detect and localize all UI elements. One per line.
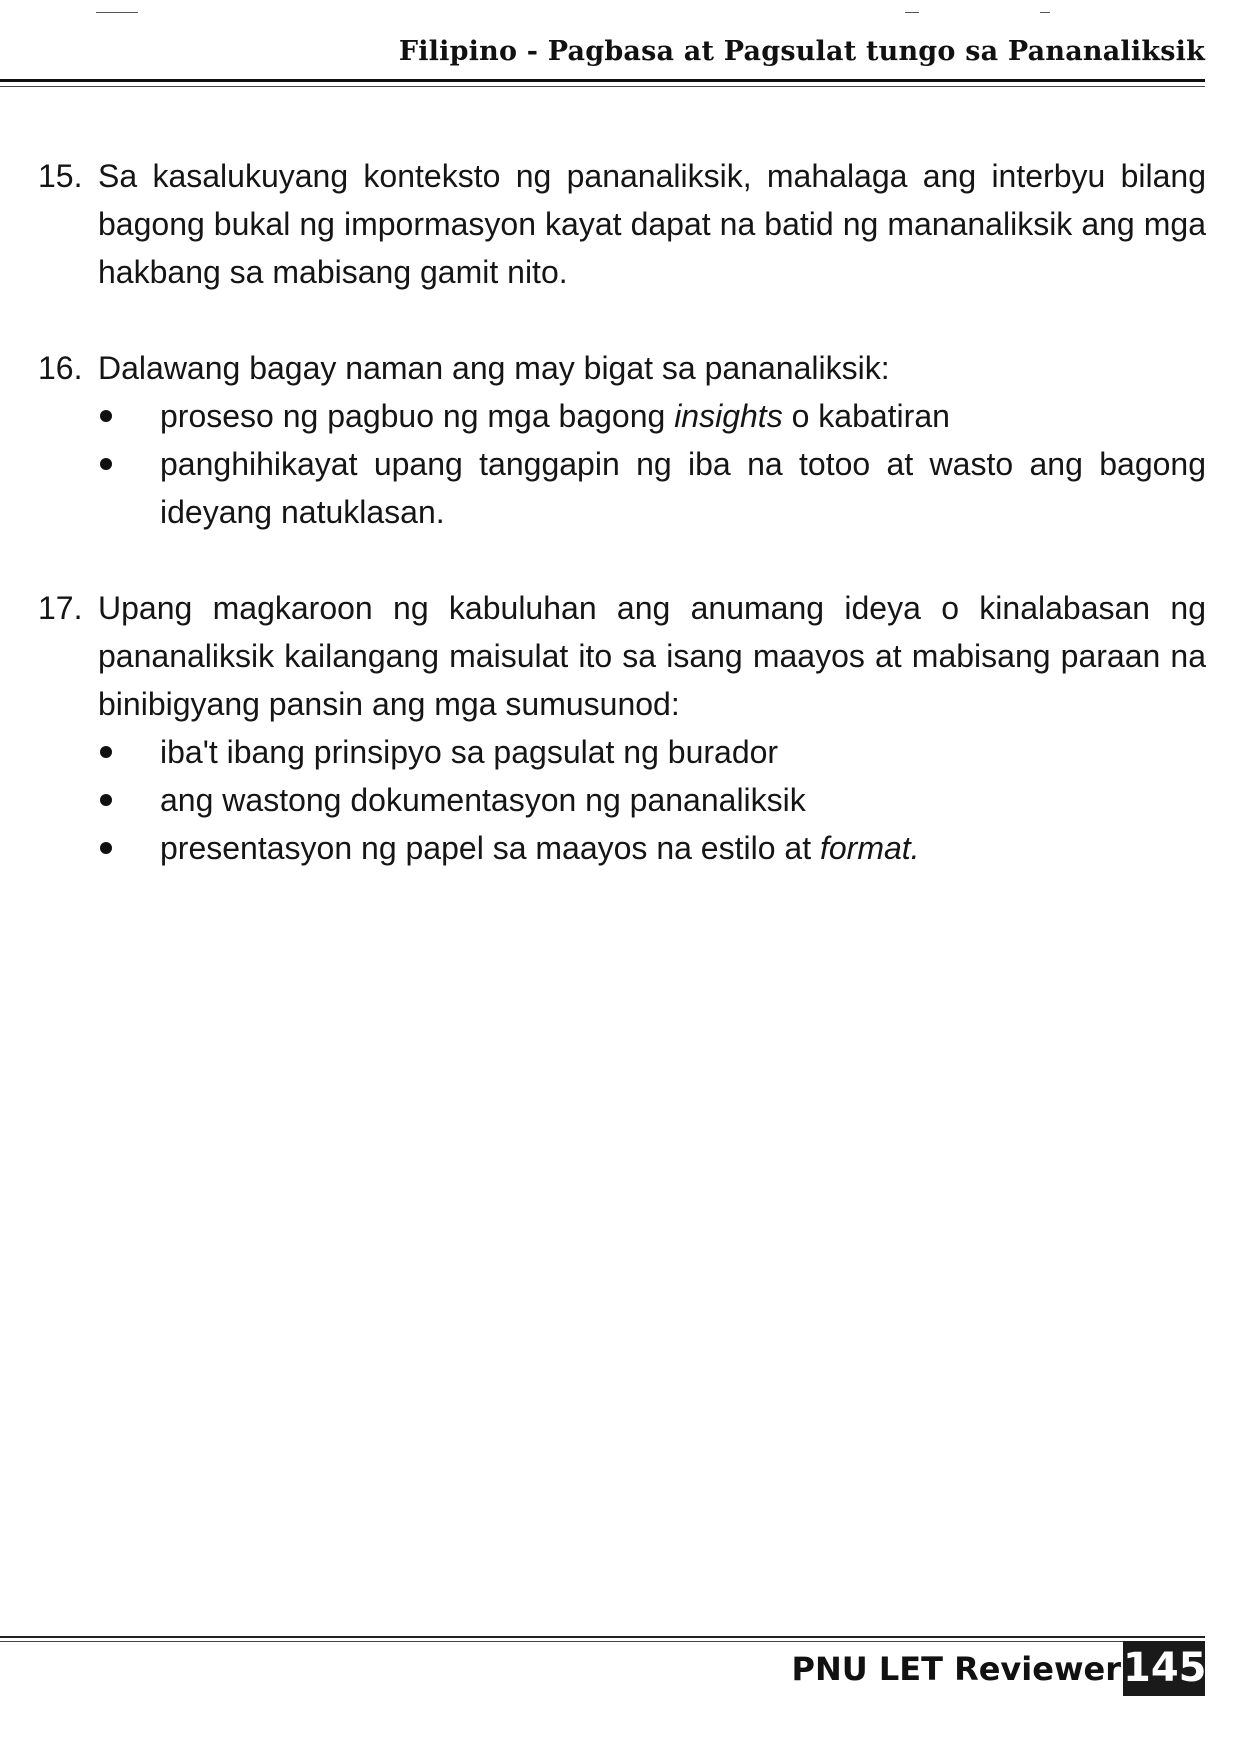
footer-divider [0,1636,1205,1638]
item-number: 15. [38,158,83,194]
page-number-badge: 145 [1123,1641,1205,1696]
bullet-text: panghihikayat upang tanggapin ng iba na totoo at wasto ang bagong ideyang natuklasan. [160,446,1206,530]
bullet-dot-icon [100,410,112,422]
list-item-16 [38,344,1206,536]
scan-mark [1040,12,1050,13]
header-divider [0,79,1205,82]
page-header-title: Filipino - Pagbasa at Pagsulat tungo sa Pananaliksik [398,36,1205,67]
document-body [38,152,1206,920]
bullet-item [98,392,1206,440]
list-item-17 [38,584,1206,872]
item-number: 16. [38,350,83,386]
bullet-dot-icon [100,794,112,806]
bullet-item [98,440,1206,536]
footer-divider-thin [0,1641,1205,1642]
bullet-dot-icon [100,746,112,758]
bullet-text: iba't ibang prinsipyo sa pagsulat ng burador [160,734,779,770]
bullet-list [98,728,1206,872]
item-text: Dalawang bagay naman ang may bigat sa pananaliksik: [98,350,890,386]
bullet-text: proseso ng pagbuo ng mga bagong [160,398,675,434]
bullet-item [98,728,1206,776]
item-text: Upang magkaroon ng kabuluhan ang anumang ideya o kinalabasan ng pananaliksik kailangang maisulat ito sa isang maayos at mabisang paraan na binibigyang pansin ang mga sumusunod: [98,590,1206,722]
bullet-text: presentasyon ng papel sa maayos na estilo at [160,830,820,866]
bullet-text: o kabatiran [782,398,950,434]
bullet-text: ang wastong dokumentasyon ng pananaliksik [160,782,806,818]
bullet-list [98,392,1206,536]
item-text: Sa kasalukuyang konteksto ng pananaliksik, mahalaga ang interbyu bilang bagong bukal ng impormasyon kayat dapat na batid ng mananaliksik ang mga hakbang sa mabisang gamit nito. [98,158,1206,290]
footer-label: PNU LET Reviewer [791,1650,1121,1688]
header-divider-thin [0,86,1205,87]
scan-mark [905,12,919,13]
scan-mark [96,12,138,13]
bullet-italic-term: insights [674,398,783,434]
bullet-dot-icon [100,842,112,854]
bullet-item [98,776,1206,824]
item-number: 17. [38,590,83,626]
bullet-italic-term: format. [819,830,920,866]
bullet-dot-icon [100,458,112,470]
bullet-item [98,824,1206,872]
list-item-15 [38,152,1206,296]
